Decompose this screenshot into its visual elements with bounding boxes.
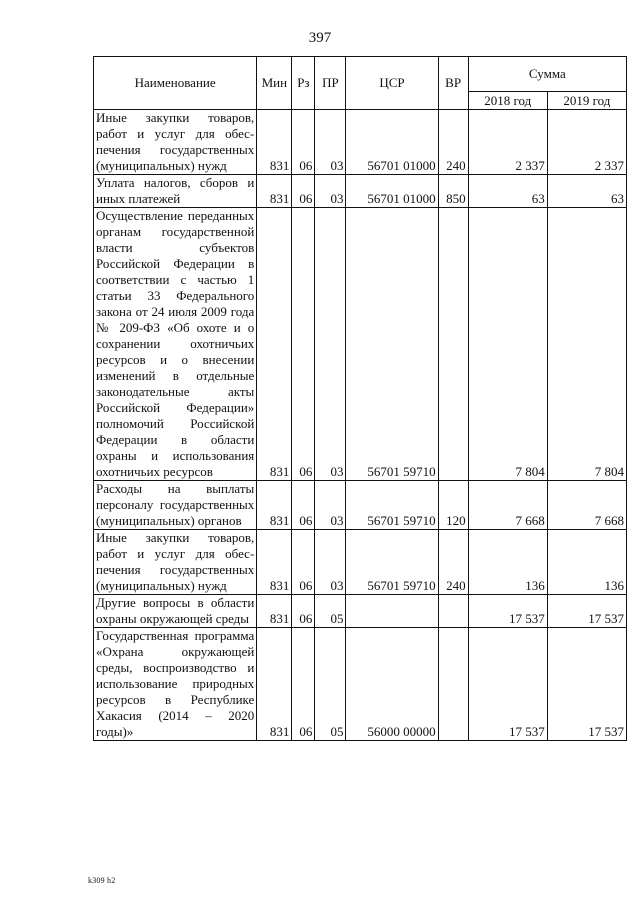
cell-y2019: 7 804 bbox=[547, 208, 626, 481]
cell-csr: 56701 01000 bbox=[346, 175, 438, 208]
header-vr: ВР bbox=[438, 57, 468, 110]
cell-name: Осуществление переданных органам государственной власти субъектов Российской Федерации в соответствии с частью 1 статьи 33 Федерального закона от 24 июля 2009 года № 209-ФЗ «Об охоте и о сохранении охотничьих ресурсов и о внесении изменений в отдельные законодательные акты Российской Федерации» полномочий Российской Федерации в области охраны и использования охотничьих ресурсов bbox=[94, 208, 257, 481]
cell-min: 831 bbox=[257, 110, 292, 175]
cell-vr bbox=[438, 595, 468, 628]
cell-y2018: 136 bbox=[468, 530, 547, 595]
cell-pr: 05 bbox=[315, 595, 346, 628]
header-year-2019: 2019 год bbox=[547, 92, 626, 110]
cell-y2019: 7 668 bbox=[547, 481, 626, 530]
cell-y2018: 17 537 bbox=[468, 595, 547, 628]
cell-csr: 56701 59710 bbox=[346, 530, 438, 595]
table-body bbox=[94, 110, 627, 741]
cell-csr: 56701 01000 bbox=[346, 110, 438, 175]
cell-name: Уплата налогов, сборов и иных платежей bbox=[94, 175, 257, 208]
cell-y2018: 7 804 bbox=[468, 208, 547, 481]
cell-min: 831 bbox=[257, 175, 292, 208]
header-sum: Сумма bbox=[468, 57, 626, 92]
cell-y2018: 2 337 bbox=[468, 110, 547, 175]
cell-min: 831 bbox=[257, 530, 292, 595]
cell-rz: 06 bbox=[292, 110, 315, 175]
table-row bbox=[94, 175, 627, 208]
cell-vr: 240 bbox=[438, 110, 468, 175]
table-row bbox=[94, 595, 627, 628]
table-row bbox=[94, 530, 627, 595]
header-min: Мин bbox=[257, 57, 292, 110]
cell-vr: 120 bbox=[438, 481, 468, 530]
cell-min: 831 bbox=[257, 208, 292, 481]
cell-name: Другие вопросы в области охраны окружающей среды bbox=[94, 595, 257, 628]
budget-table bbox=[93, 56, 627, 741]
cell-y2018: 63 bbox=[468, 175, 547, 208]
cell-y2018: 7 668 bbox=[468, 481, 547, 530]
cell-vr bbox=[438, 208, 468, 481]
cell-rz: 06 bbox=[292, 628, 315, 741]
cell-pr: 05 bbox=[315, 628, 346, 741]
cell-rz: 06 bbox=[292, 595, 315, 628]
footer-code: k309 h2 bbox=[88, 876, 116, 885]
cell-name: Иные закупки товаров, работ и услуг для обеспечения государственных (муниципальных) нужд bbox=[94, 110, 257, 175]
table-row bbox=[94, 628, 627, 741]
header-rz: Рз bbox=[292, 57, 315, 110]
cell-pr: 03 bbox=[315, 481, 346, 530]
cell-vr: 240 bbox=[438, 530, 468, 595]
cell-min: 831 bbox=[257, 481, 292, 530]
cell-name: Иные закупки товаров, работ и услуг для обеспечения государственных (муниципальных) нужд bbox=[94, 530, 257, 595]
cell-csr: 56701 59710 bbox=[346, 481, 438, 530]
cell-name: Государственная программа «Охрана окружающей среды, воспроизводство и использование природных ресурсов в Республике Хакасия (2014 – 2020 годы)» bbox=[94, 628, 257, 741]
cell-pr: 03 bbox=[315, 530, 346, 595]
header-name: Наименование bbox=[94, 57, 257, 110]
cell-y2019: 17 537 bbox=[547, 628, 626, 741]
table-row bbox=[94, 481, 627, 530]
table-row bbox=[94, 110, 627, 175]
cell-vr: 850 bbox=[438, 175, 468, 208]
cell-rz: 06 bbox=[292, 530, 315, 595]
cell-vr bbox=[438, 628, 468, 741]
cell-y2019: 136 bbox=[547, 530, 626, 595]
cell-y2019: 17 537 bbox=[547, 595, 626, 628]
cell-rz: 06 bbox=[292, 175, 315, 208]
cell-min: 831 bbox=[257, 595, 292, 628]
header-pr: ПР bbox=[315, 57, 346, 110]
cell-pr: 03 bbox=[315, 208, 346, 481]
cell-rz: 06 bbox=[292, 481, 315, 530]
cell-y2019: 63 bbox=[547, 175, 626, 208]
cell-csr: 56701 59710 bbox=[346, 208, 438, 481]
table-row bbox=[94, 208, 627, 481]
cell-y2018: 17 537 bbox=[468, 628, 547, 741]
header-csr: ЦСР bbox=[346, 57, 438, 110]
cell-rz: 06 bbox=[292, 208, 315, 481]
cell-csr bbox=[346, 595, 438, 628]
cell-y2019: 2 337 bbox=[547, 110, 626, 175]
cell-csr: 56000 00000 bbox=[346, 628, 438, 741]
page-number: 397 bbox=[308, 30, 332, 46]
header-year-2018: 2018 год bbox=[468, 92, 547, 110]
cell-name: Расходы на выплаты персоналу государственных (муниципальных) органов bbox=[94, 481, 257, 530]
cell-min: 831 bbox=[257, 628, 292, 741]
cell-pr: 03 bbox=[315, 110, 346, 175]
cell-pr: 03 bbox=[315, 175, 346, 208]
